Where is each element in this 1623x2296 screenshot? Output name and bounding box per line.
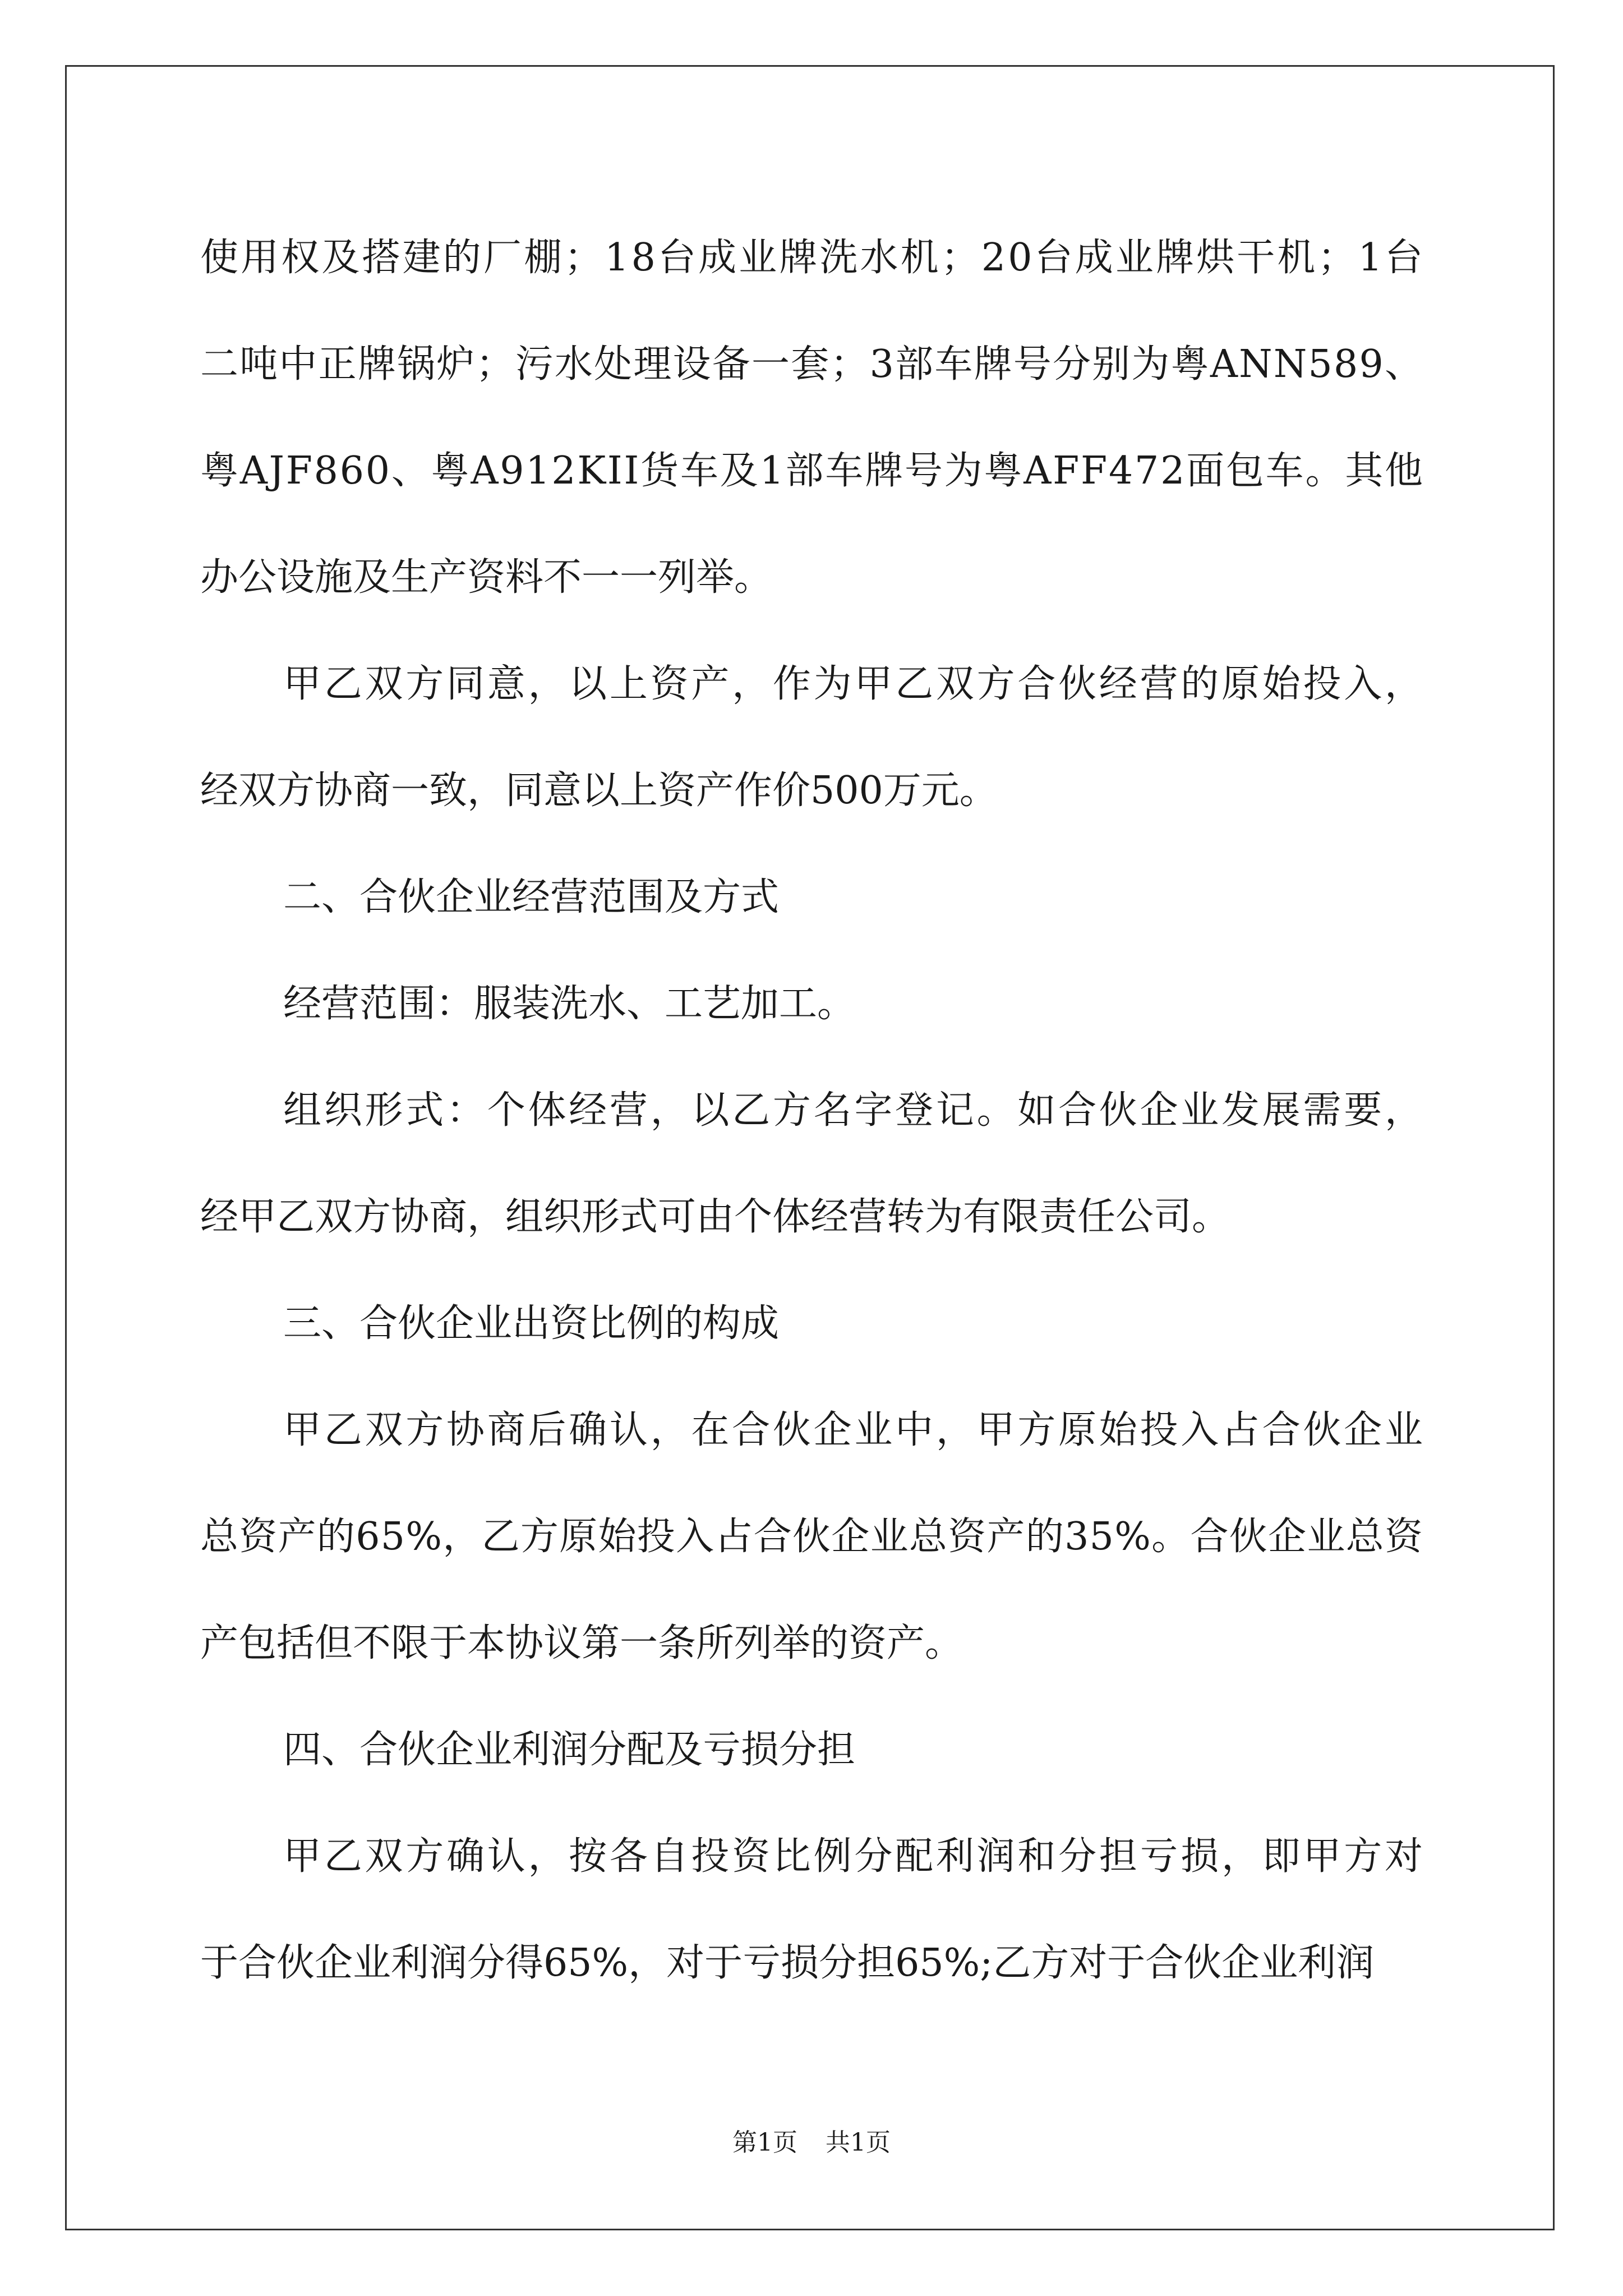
- page-total: 共1页: [826, 2128, 891, 2157]
- text-line: 产包括但不限于本协议第一条所列举的资产。: [200, 1621, 963, 1665]
- text-line: 经甲乙双方协商，组织形式可由个体经营转为有限责任公司。: [200, 1195, 1230, 1239]
- text-line: 于合伙企业利润分得65%，对于亏损分担65%;乙方对于合伙企业利润: [200, 1941, 1375, 1985]
- text-line: 二吨中正牌锅炉；污水处理设备一套；3部车牌号分别为粤ANN589、: [200, 342, 1424, 386]
- text-line: 办公设施及生产资料不一一列举。: [200, 555, 773, 600]
- text-line: 组织形式：个体经营，以乙方名字登记。如合伙企业发展需要，: [283, 1088, 1426, 1133]
- text-line: 粤AJF860、粤A912KII货车及1部车牌号为粤AFF472面包车。其他: [200, 449, 1424, 493]
- section-heading: 二、合伙企业经营范围及方式: [283, 875, 780, 919]
- text-line: 使用权及搭建的厂棚；18台成业牌洗水机；20台成业牌烘干机；1台: [200, 236, 1426, 280]
- text-line: 甲乙双方协商后确认，在合伙企业中，甲方原始投入占合伙企业: [283, 1408, 1426, 1452]
- text-line: 经双方协商一致，同意以上资产作价500万元。: [200, 769, 998, 813]
- page-number: 第1页: [732, 2128, 797, 2157]
- page-footer: [0, 2126, 1623, 2160]
- section-heading: 四、合伙企业利润分配及亏损分担: [283, 1728, 856, 1772]
- text-line: 甲乙双方同意，以上资产，作为甲乙双方合伙经营的原始投入，: [283, 662, 1426, 706]
- text-line: 甲乙双方确认，按各自投资比例分配利润和分担亏损，即甲方对: [283, 1834, 1426, 1879]
- text-line: 经营范围：服装洗水、工艺加工。: [283, 982, 856, 1026]
- text-line: 总资产的65%，乙方原始投入占合伙企业总资产的35%。合伙企业总资: [200, 1515, 1424, 1559]
- section-heading: 三、合伙企业出资比例的构成: [283, 1301, 780, 1346]
